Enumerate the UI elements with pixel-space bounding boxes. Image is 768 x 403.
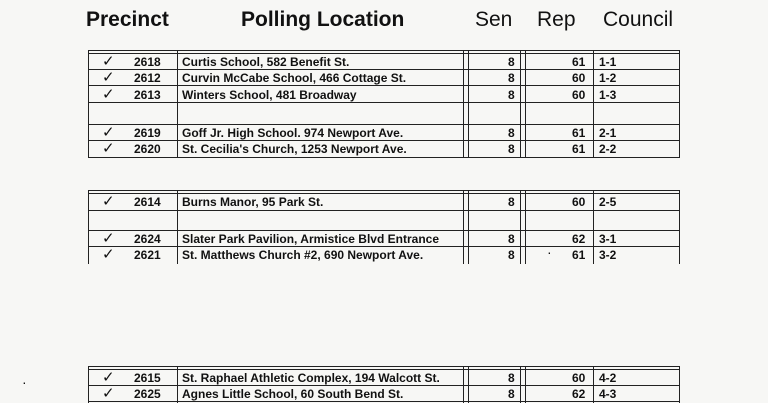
table-row <box>88 125 680 141</box>
rep-district: 60 <box>572 88 586 102</box>
table-block-3 <box>88 366 680 403</box>
council-district: 2-1 <box>599 126 617 140</box>
precinct-number: 2613 <box>134 88 161 102</box>
polling-location: Agnes Little School, 60 South Bend St. <box>182 387 404 401</box>
council-district: 2-2 <box>599 142 617 156</box>
rep-district: 60 <box>572 195 586 209</box>
precinct-number: 2618 <box>134 55 161 69</box>
precinct-number: 2615 <box>134 371 161 385</box>
check-icon: ✓ <box>102 246 115 263</box>
table-row <box>88 54 680 70</box>
polling-location: Slater Park Pavilion, Armistice Blvd Entrance <box>182 232 439 246</box>
sen-district: 8 <box>508 71 515 85</box>
table-row <box>88 194 680 210</box>
header-polling-location: Polling Location <box>241 8 405 31</box>
polling-location: Burns Manor, 95 Park St. <box>182 195 324 209</box>
precinct-number: 2624 <box>134 232 161 246</box>
header-council: Council <box>603 8 674 31</box>
check-icon: ✓ <box>102 193 115 210</box>
polling-location: St. Cecilia's Church, 1253 Newport Ave. <box>182 142 407 156</box>
rep-district: 61 <box>572 142 586 156</box>
sen-district: 8 <box>508 126 515 140</box>
council-district: 1-3 <box>599 88 617 102</box>
table-row <box>88 70 680 86</box>
check-icon: ✓ <box>102 86 115 103</box>
precinct-number: 2625 <box>134 387 161 401</box>
rep-district: 60 <box>572 371 586 385</box>
polling-location: Curtis School, 582 Benefit St. <box>182 55 350 69</box>
scan-speck: · <box>22 374 27 390</box>
rep-district: 62 <box>572 387 586 401</box>
check-icon: ✓ <box>102 124 115 141</box>
check-icon: ✓ <box>102 140 115 157</box>
table-block-1 <box>88 50 680 160</box>
rep-district: 61 <box>572 55 586 69</box>
sen-district: 8 <box>508 142 515 156</box>
council-district: 2-5 <box>599 195 617 209</box>
table-row <box>88 386 680 402</box>
precinct-number: 2614 <box>134 195 161 209</box>
table-block-2 <box>88 190 680 265</box>
polling-location: St. Matthews Church #2, 690 Newport Ave. <box>182 248 424 262</box>
precinct-number: 2620 <box>134 142 161 156</box>
check-icon: ✓ <box>102 369 115 386</box>
scan-speck: · <box>547 244 552 260</box>
sen-district: 8 <box>508 248 515 262</box>
precinct-number: 2612 <box>134 71 161 85</box>
check-icon: ✓ <box>102 53 115 70</box>
header-rep: Rep <box>537 8 576 31</box>
check-icon: ✓ <box>102 385 115 402</box>
header-precinct: Precinct <box>86 8 169 31</box>
polling-location: St. Raphael Athletic Complex, 194 Walcott St. <box>182 371 440 385</box>
sen-district: 8 <box>508 195 515 209</box>
council-district: 1-2 <box>599 71 617 85</box>
rep-district: 60 <box>572 71 586 85</box>
council-district: 3-1 <box>599 232 617 246</box>
table-row <box>88 231 680 247</box>
polling-location: Winters School, 481 Broadway <box>182 88 357 102</box>
sen-district: 8 <box>508 387 515 401</box>
check-icon: ✓ <box>102 230 115 247</box>
sen-district: 8 <box>508 88 515 102</box>
council-district: 4-2 <box>599 371 617 385</box>
rep-district: 62 <box>572 232 586 246</box>
precinct-number: 2621 <box>134 248 161 262</box>
council-district: 3-2 <box>599 248 617 262</box>
council-district: 1-1 <box>599 55 617 69</box>
table-row <box>88 87 680 103</box>
header-sen: Sen <box>475 8 513 31</box>
polling-location: Curvin McCabe School, 466 Cottage St. <box>182 71 407 85</box>
table-row <box>88 370 680 386</box>
sen-district: 8 <box>508 371 515 385</box>
table-row <box>88 141 680 157</box>
precinct-number: 2619 <box>134 126 161 140</box>
rep-district: 61 <box>572 248 586 262</box>
council-district: 4-3 <box>599 387 617 401</box>
table-row <box>88 247 680 263</box>
check-icon: ✓ <box>102 69 115 86</box>
sen-district: 8 <box>508 232 515 246</box>
polling-location: Goff Jr. High School. 974 Newport Ave. <box>182 126 404 140</box>
sen-district: 8 <box>508 55 515 69</box>
rep-district: 61 <box>572 126 586 140</box>
